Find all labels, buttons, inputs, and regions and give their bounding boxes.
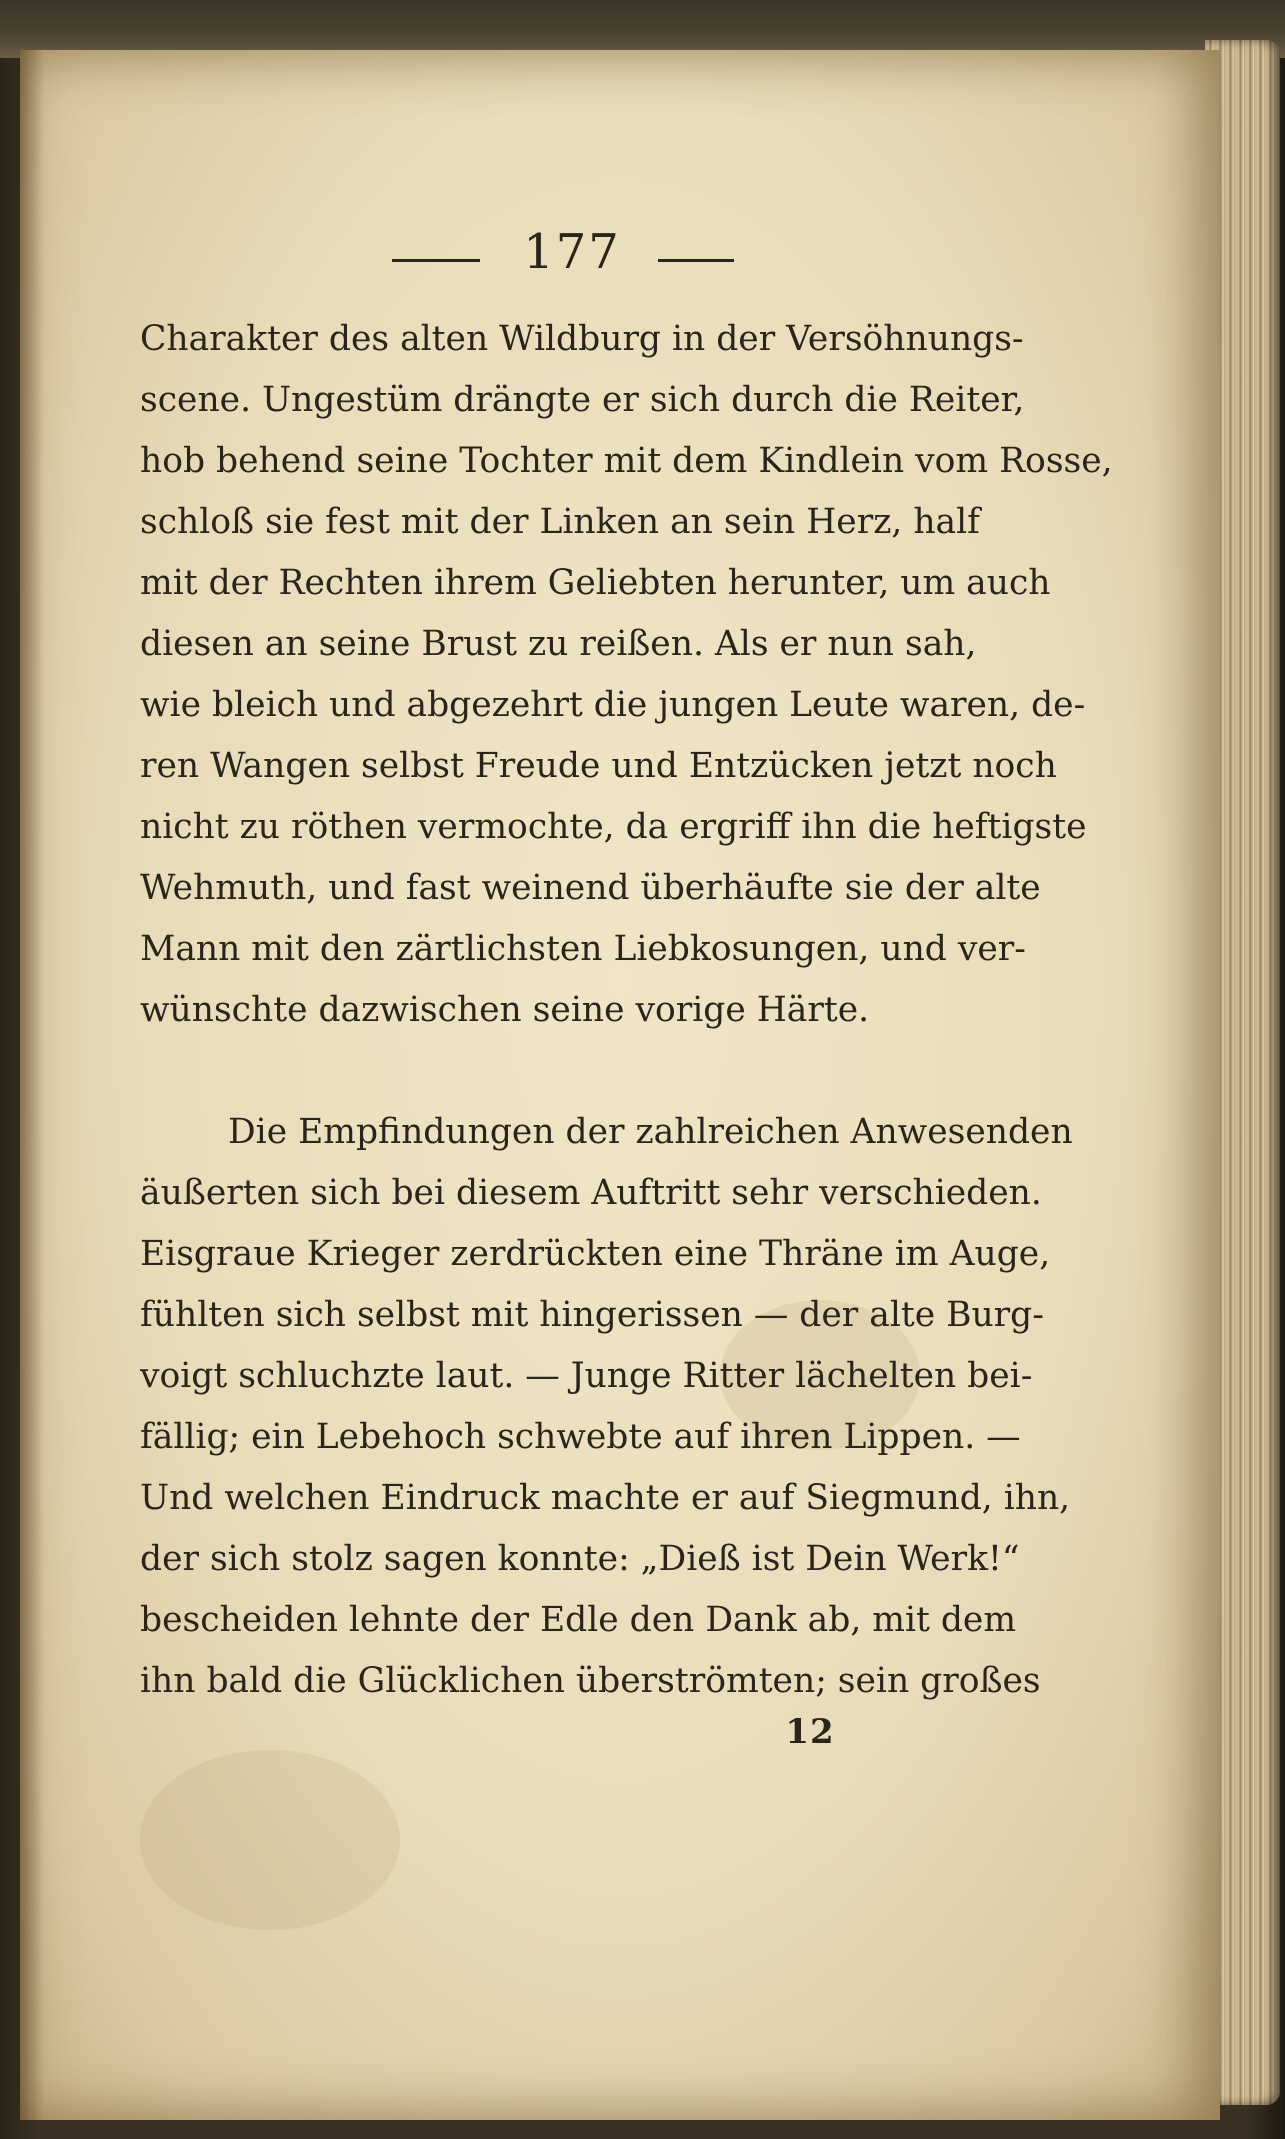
page-number: 177 (523, 224, 621, 280)
paper-stain (140, 1750, 400, 1930)
text-line: ihn bald die Glücklichen überströmten; sein großes (140, 1661, 1041, 1701)
paragraph (140, 309, 1113, 1041)
text-line: mit der Rechten ihrem Geliebten herunter, um auch (140, 563, 1051, 603)
text-line: Wehmuth, und fast weinend überhäufte sie der alte (140, 868, 1041, 908)
page-header (392, 222, 752, 292)
text-line: wünschte dazwischen seine vorige Härte. (140, 990, 870, 1030)
text-line: hob behend seine Tochter mit dem Kindlein vom Rosse, (140, 441, 1113, 481)
header-rule-right (658, 259, 734, 262)
text-line: Charakter des alten Wildburg in der Versöhnungs- (140, 319, 1024, 359)
text-line: wie bleich und abgezehrt die jungen Leute waren, de- (140, 685, 1086, 725)
text-line: fällig; ein Lebehoch schwebte auf ihren Lippen. — (140, 1417, 1021, 1457)
text-line: Und welchen Eindruck machte er auf Siegmund, ihn, (140, 1478, 1071, 1518)
text-line: der sich stolz sagen konnte: „Dieß ist Dein Werk!“ (140, 1539, 1020, 1579)
book-gutter (20, 50, 44, 2120)
text-line: diesen an seine Brust zu reißen. Als er nun sah, (140, 624, 977, 664)
text-line: bescheiden lehnte der Edle den Dank ab, mit dem (140, 1600, 1017, 1640)
text-line: äußerten sich bei diesem Auftritt sehr verschieden. (140, 1173, 1042, 1213)
text-line: ren Wangen selbst Freude und Entzücken jetzt noch (140, 746, 1057, 786)
text-line: voigt schluchzte laut. — Junge Ritter lächelten bei- (140, 1356, 1033, 1396)
text-line: Eisgraue Krieger zerdrückten eine Thräne im Auge, (140, 1234, 1051, 1274)
signature-mark: 12 (785, 1712, 835, 1752)
text-line: scene. Ungestüm drängte er sich durch die Reiter, (140, 380, 1025, 420)
text-line: schloß sie fest mit der Linken an sein Herz, half (140, 502, 980, 542)
body-text (140, 309, 1113, 1712)
header-rule-left (392, 259, 480, 262)
text-line: fühlten sich selbst mit hingerissen — der alte Burg- (140, 1295, 1044, 1335)
text-line: Mann mit den zärtlichsten Liebkosungen, und ver- (140, 929, 1026, 969)
paragraph (140, 1102, 1073, 1712)
paragraph-gap (140, 1041, 975, 1102)
text-line: Die Empfindungen der zahlreichen Anwesenden (228, 1112, 1073, 1152)
text-line: nicht zu röthen vermochte, da ergriff ihn die heftigste (140, 807, 1087, 847)
